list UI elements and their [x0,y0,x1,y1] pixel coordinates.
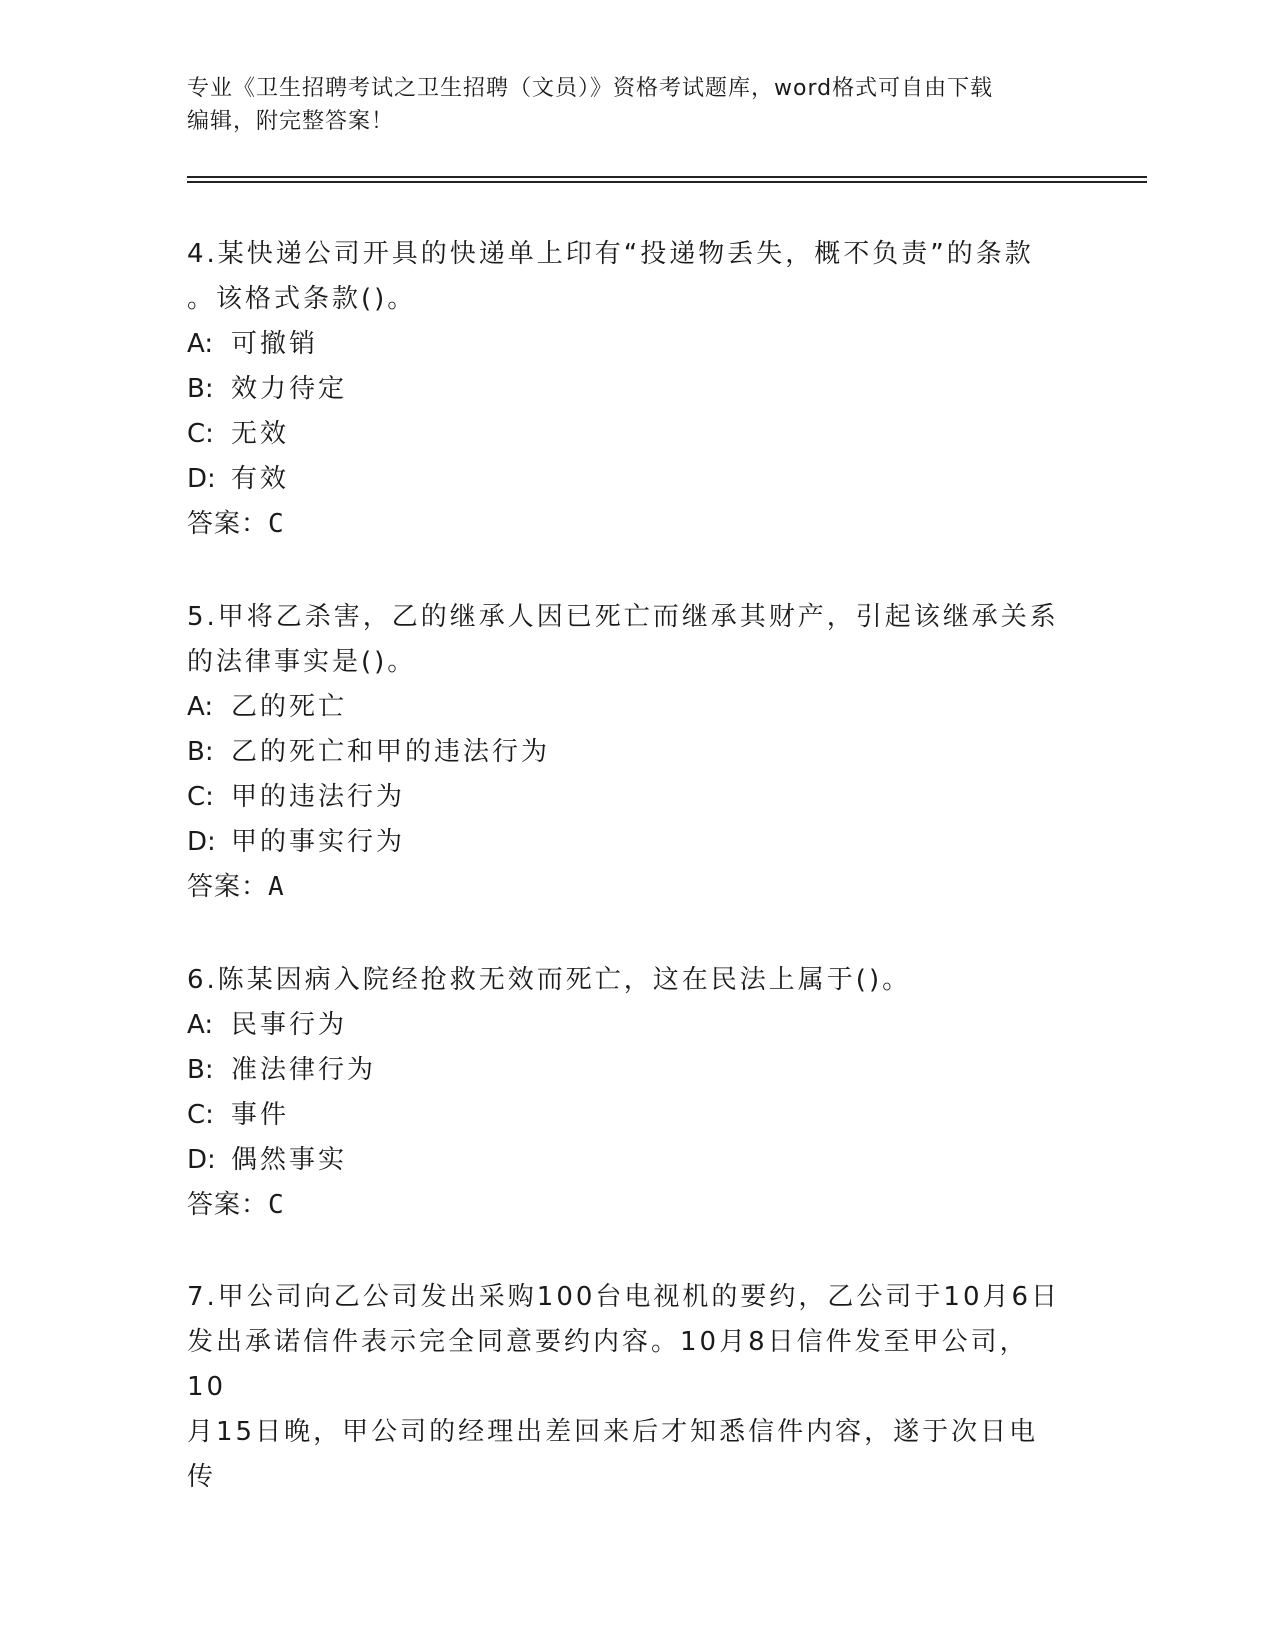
option-d [187,820,1067,865]
option-text: 民事行为 [231,1010,348,1040]
question-stem-line: 月15日晚，甲公司的经理出差回来后才知悉信件内容，遂于次日电传 [187,1417,1039,1492]
option-b [187,367,1067,412]
option-text: 有效 [231,464,290,494]
question-stem-line: 的法律事实是()。 [187,647,417,677]
option-text: 乙的死亡 [231,692,348,722]
question-7 [187,1275,1067,1500]
option-key: A: [187,692,214,722]
option-key: A: [187,1010,214,1040]
question-stem-line: 7.甲公司向乙公司发出采购100台电视机的要约，乙公司于10月6日 [187,1282,1061,1312]
option-key: D: [187,827,216,857]
option-text: 偶然事实 [231,1145,348,1175]
option-c [187,1093,1067,1138]
option-b [187,730,1067,775]
question-5 [187,595,1067,910]
option-a [187,322,1067,367]
question-stem-line: 。该格式条款()。 [187,284,417,314]
option-d [187,1138,1067,1183]
option-key: D: [187,1145,216,1175]
option-a [187,1003,1067,1048]
option-key: A: [187,329,214,359]
header-line-1: 专业《卫生招聘考试之卫生招聘（文员）》资格考试题库，word格式可自由下载 [187,76,994,101]
answer-value: C [268,1190,285,1220]
header-line-2: 编辑，附完整答案！ [187,109,395,134]
option-text: 乙的死亡和甲的违法行为 [231,737,551,767]
option-text: 可撤销 [231,329,319,359]
option-text: 无效 [231,419,290,449]
answer-label: 答案： [187,872,269,902]
question-stem-line: 4.某快递公司开具的快递单上印有“投递物丢失，概不负责”的条款 [187,239,1034,269]
question-stem-line: 发出承诺信件表示完全同意要约内容。10月8日信件发至甲公司，10 [187,1327,1029,1402]
answer-label: 答案： [187,509,269,539]
option-c [187,775,1067,820]
option-text: 甲的违法行为 [231,782,406,812]
header-divider-top [187,176,1147,178]
answer [187,865,1067,910]
option-text: 效力待定 [231,374,348,404]
option-key: C: [187,782,214,812]
option-key: C: [187,419,214,449]
answer-label: 答案： [187,1190,269,1220]
option-text: 事件 [231,1100,290,1130]
option-key: B: [187,1055,214,1085]
option-key: C: [187,1100,214,1130]
question-stem-line: 5.甲将乙杀害，乙的继承人因已死亡而继承其财产，引起该继承关系 [187,602,1059,632]
option-key: B: [187,737,214,767]
answer-value: C [268,509,285,539]
option-d [187,457,1067,502]
answer-value: A [268,872,285,902]
answer [187,502,1067,547]
option-text: 准法律行为 [231,1055,377,1085]
option-text: 甲的事实行为 [231,827,406,857]
answer [187,1183,1067,1228]
question-6 [187,958,1067,1228]
header-divider-bottom [187,181,1147,183]
option-key: D: [187,464,216,494]
option-key: B: [187,374,214,404]
document-header [187,72,1087,138]
question-stem-line: 6.陈某因病入院经抢救无效而死亡，这在民法上属于()。 [187,965,912,995]
option-a [187,685,1067,730]
option-c [187,412,1067,457]
option-b [187,1048,1067,1093]
question-4 [187,232,1067,547]
